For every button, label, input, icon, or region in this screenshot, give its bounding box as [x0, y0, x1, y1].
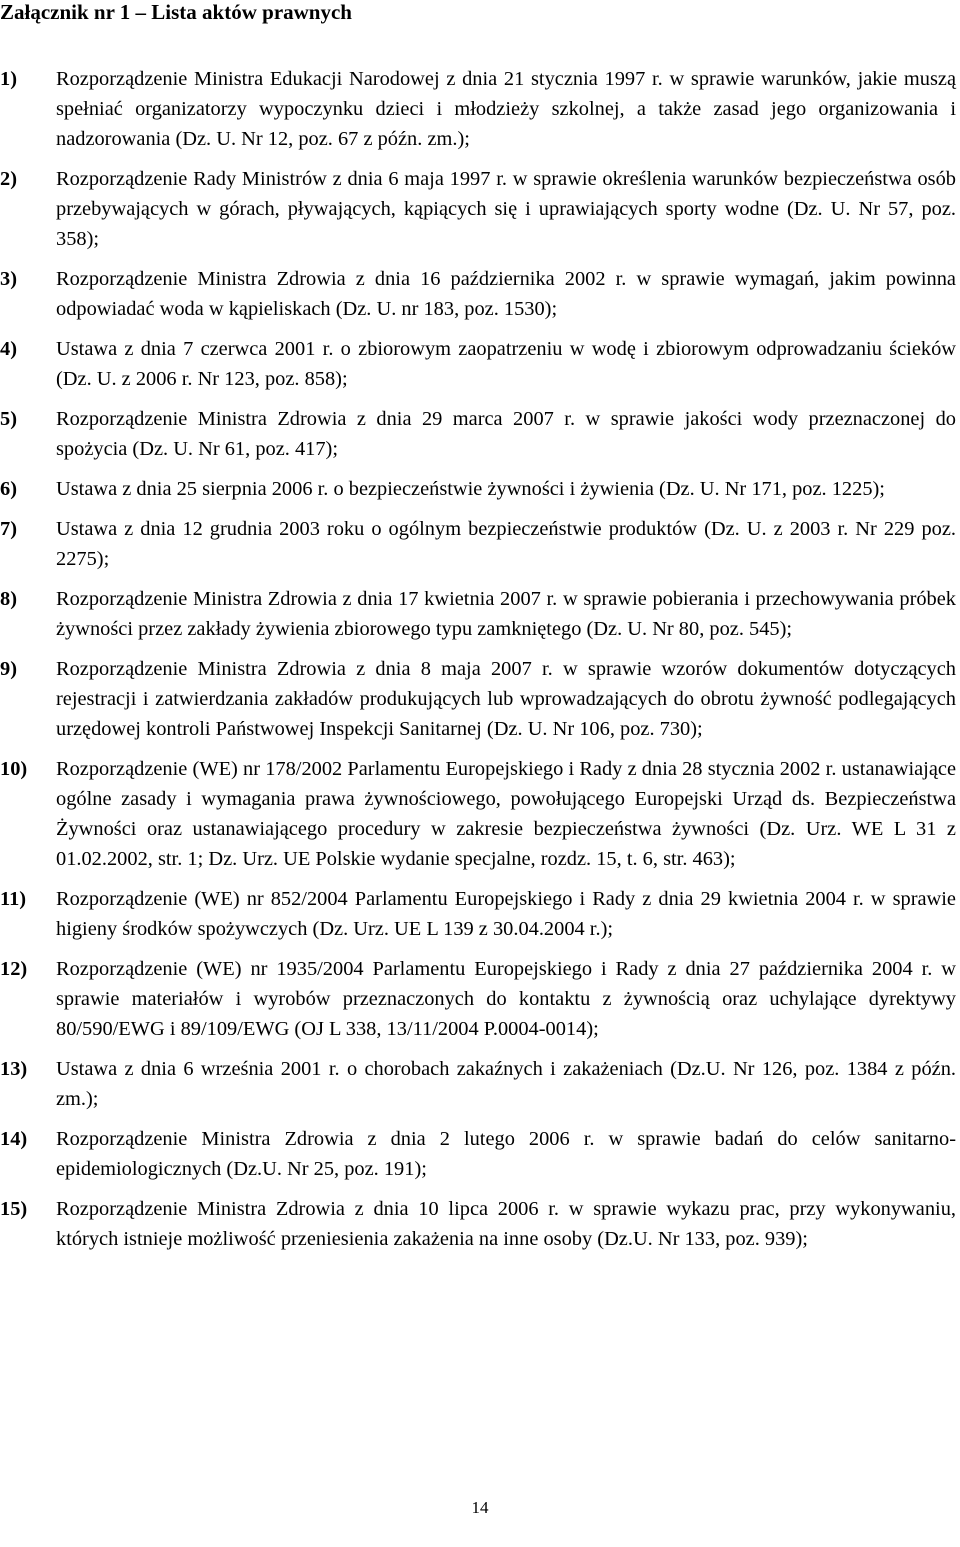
- list-item: [0, 404, 956, 464]
- list-item: [0, 64, 956, 154]
- list-item: [0, 1054, 956, 1114]
- item-number: 10): [0, 758, 28, 780]
- item-text: Ustawa z dnia 6 września 2001 r. o chorobach zakaźnych i zakażeniach (Dz.U. Nr 126, poz. 1384 z późn. zm.);: [56, 1058, 956, 1110]
- item-text: Rozporządzenie (WE) nr 178/2002 Parlamentu Europejskiego i Rady z dnia 28 stycznia 2002 r. ustanawiające ogólne zasady i wymagania prawa żywnościowego, powołującego Europejski Urząd ds. Bezpieczeństwa Żywności oraz ustanawiającego procedury w zakresie bezpieczeństwa żywności (Dz. Urz. WE L 31 z 01.02.2002, str. 1; Dz. Urz. UE Polskie wydanie specjalne, rozdz. 15, t. 6, str. 463);: [56, 758, 956, 870]
- list-item: [0, 654, 956, 744]
- item-number: 12): [0, 958, 28, 980]
- item-number: 9): [0, 658, 17, 680]
- item-number: 15): [0, 1198, 28, 1220]
- item-number: 4): [0, 338, 17, 360]
- list-item: [0, 584, 956, 644]
- item-number: 3): [0, 268, 17, 290]
- item-number: 13): [0, 1058, 28, 1080]
- item-text: Rozporządzenie Ministra Zdrowia z dnia 16 października 2002 r. w sprawie wymagań, jakim powinna odpowiadać woda w kąpieliskach (Dz. U. nr 183, poz. 1530);: [56, 268, 956, 320]
- item-number: 6): [0, 478, 17, 500]
- item-text: Rozporządzenie Ministra Zdrowia z dnia 8 maja 2007 r. w sprawie wzorów dokumentów dotyczących rejestracji i zatwierdzania zakładów produkujących lub wprowadzających do obrotu żywność podlegających urzędowej kontroli Państwowej Inspekcji Sanitarnej (Dz. U. Nr 106, poz. 730);: [56, 658, 956, 740]
- list-item: [0, 954, 956, 1044]
- item-text: Ustawa z dnia 7 czerwca 2001 r. o zbiorowym zaopatrzeniu w wodę i zbiorowym odprowadzaniu ścieków (Dz. U. z 2006 r. Nr 123, poz. 858);: [56, 338, 956, 390]
- item-number: 1): [0, 68, 17, 90]
- list-item: [0, 264, 956, 324]
- item-number: 8): [0, 588, 17, 610]
- list-item: [0, 334, 956, 394]
- item-number: 11): [0, 888, 27, 910]
- document-title: Załącznik nr 1 – Lista aktów prawnych: [0, 0, 352, 24]
- item-text: Rozporządzenie Ministra Zdrowia z dnia 2 lutego 2006 r. w sprawie badań do celów sanitarno-epidemiologicznych (Dz.U. Nr 25, poz. 191);: [56, 1128, 956, 1180]
- item-number: 2): [0, 168, 17, 190]
- item-text: Ustawa z dnia 25 sierpnia 2006 r. o bezpieczeństwie żywności i żywienia (Dz. U. Nr 171, poz. 1225);: [56, 478, 885, 500]
- legal-acts-list: [0, 64, 956, 1264]
- list-item: [0, 164, 956, 254]
- item-text: Rozporządzenie Ministra Edukacji Narodowej z dnia 21 stycznia 1997 r. w sprawie warunków, jakie muszą spełniać organizatorzy wypoczynku dzieci i młodzieży szkolnej, a także zasad jego organizowania i nadzorowania (Dz. U. Nr 12, poz. 67 z późn. zm.);: [56, 68, 956, 150]
- item-text: Rozporządzenie Ministra Zdrowia z dnia 29 marca 2007 r. w sprawie jakości wody przeznaczonej do spożycia (Dz. U. Nr 61, poz. 417);: [56, 408, 956, 460]
- page-number: 14: [471, 1498, 489, 1517]
- list-item: [0, 884, 956, 944]
- list-item: [0, 1194, 956, 1254]
- list-item: [0, 474, 956, 504]
- list-item: [0, 514, 956, 574]
- item-text: Rozporządzenie Ministra Zdrowia z dnia 17 kwietnia 2007 r. w sprawie pobierania i przechowywania próbek żywności przez zakłady żywienia zbiorowego typu zamkniętego (Dz. U. Nr 80, poz. 545);: [56, 588, 956, 640]
- list-item: [0, 754, 956, 874]
- item-number: 7): [0, 518, 17, 540]
- list-item: [0, 1124, 956, 1184]
- item-text: Rozporządzenie Rady Ministrów z dnia 6 maja 1997 r. w sprawie określenia warunków bezpieczeństwa osób przebywających w górach, pływających, kąpiących się i uprawiających sporty wodne (Dz. U. Nr 57, poz. 358);: [56, 168, 956, 250]
- item-number: 5): [0, 408, 17, 430]
- item-text: Rozporządzenie (WE) nr 852/2004 Parlamentu Europejskiego i Rady z dnia 29 kwietnia 2004 r. w sprawie higieny środków spożywczych (Dz. Urz. UE L 139 z 30.04.2004 r.);: [56, 888, 956, 940]
- item-text: Ustawa z dnia 12 grudnia 2003 roku o ogólnym bezpieczeństwie produktów (Dz. U. z 2003 r. Nr 229 poz. 2275);: [56, 518, 956, 570]
- item-text: Rozporządzenie Ministra Zdrowia z dnia 10 lipca 2006 r. w sprawie wykazu prac, przy wykonywaniu, których istnieje możliwość przeniesienia zakażenia na inne osoby (Dz.U. Nr 133, poz. 939);: [56, 1198, 956, 1250]
- item-number: 14): [0, 1128, 28, 1150]
- item-text: Rozporządzenie (WE) nr 1935/2004 Parlamentu Europejskiego i Rady z dnia 27 października 2004 r. w sprawie materiałów i wyrobów przeznaczonych do kontaktu z żywnością oraz uchylające dyrektywy 80/590/EWG i 89/109/EWG (OJ L 338, 13/11/2004 P.0004-0014);: [56, 958, 956, 1040]
